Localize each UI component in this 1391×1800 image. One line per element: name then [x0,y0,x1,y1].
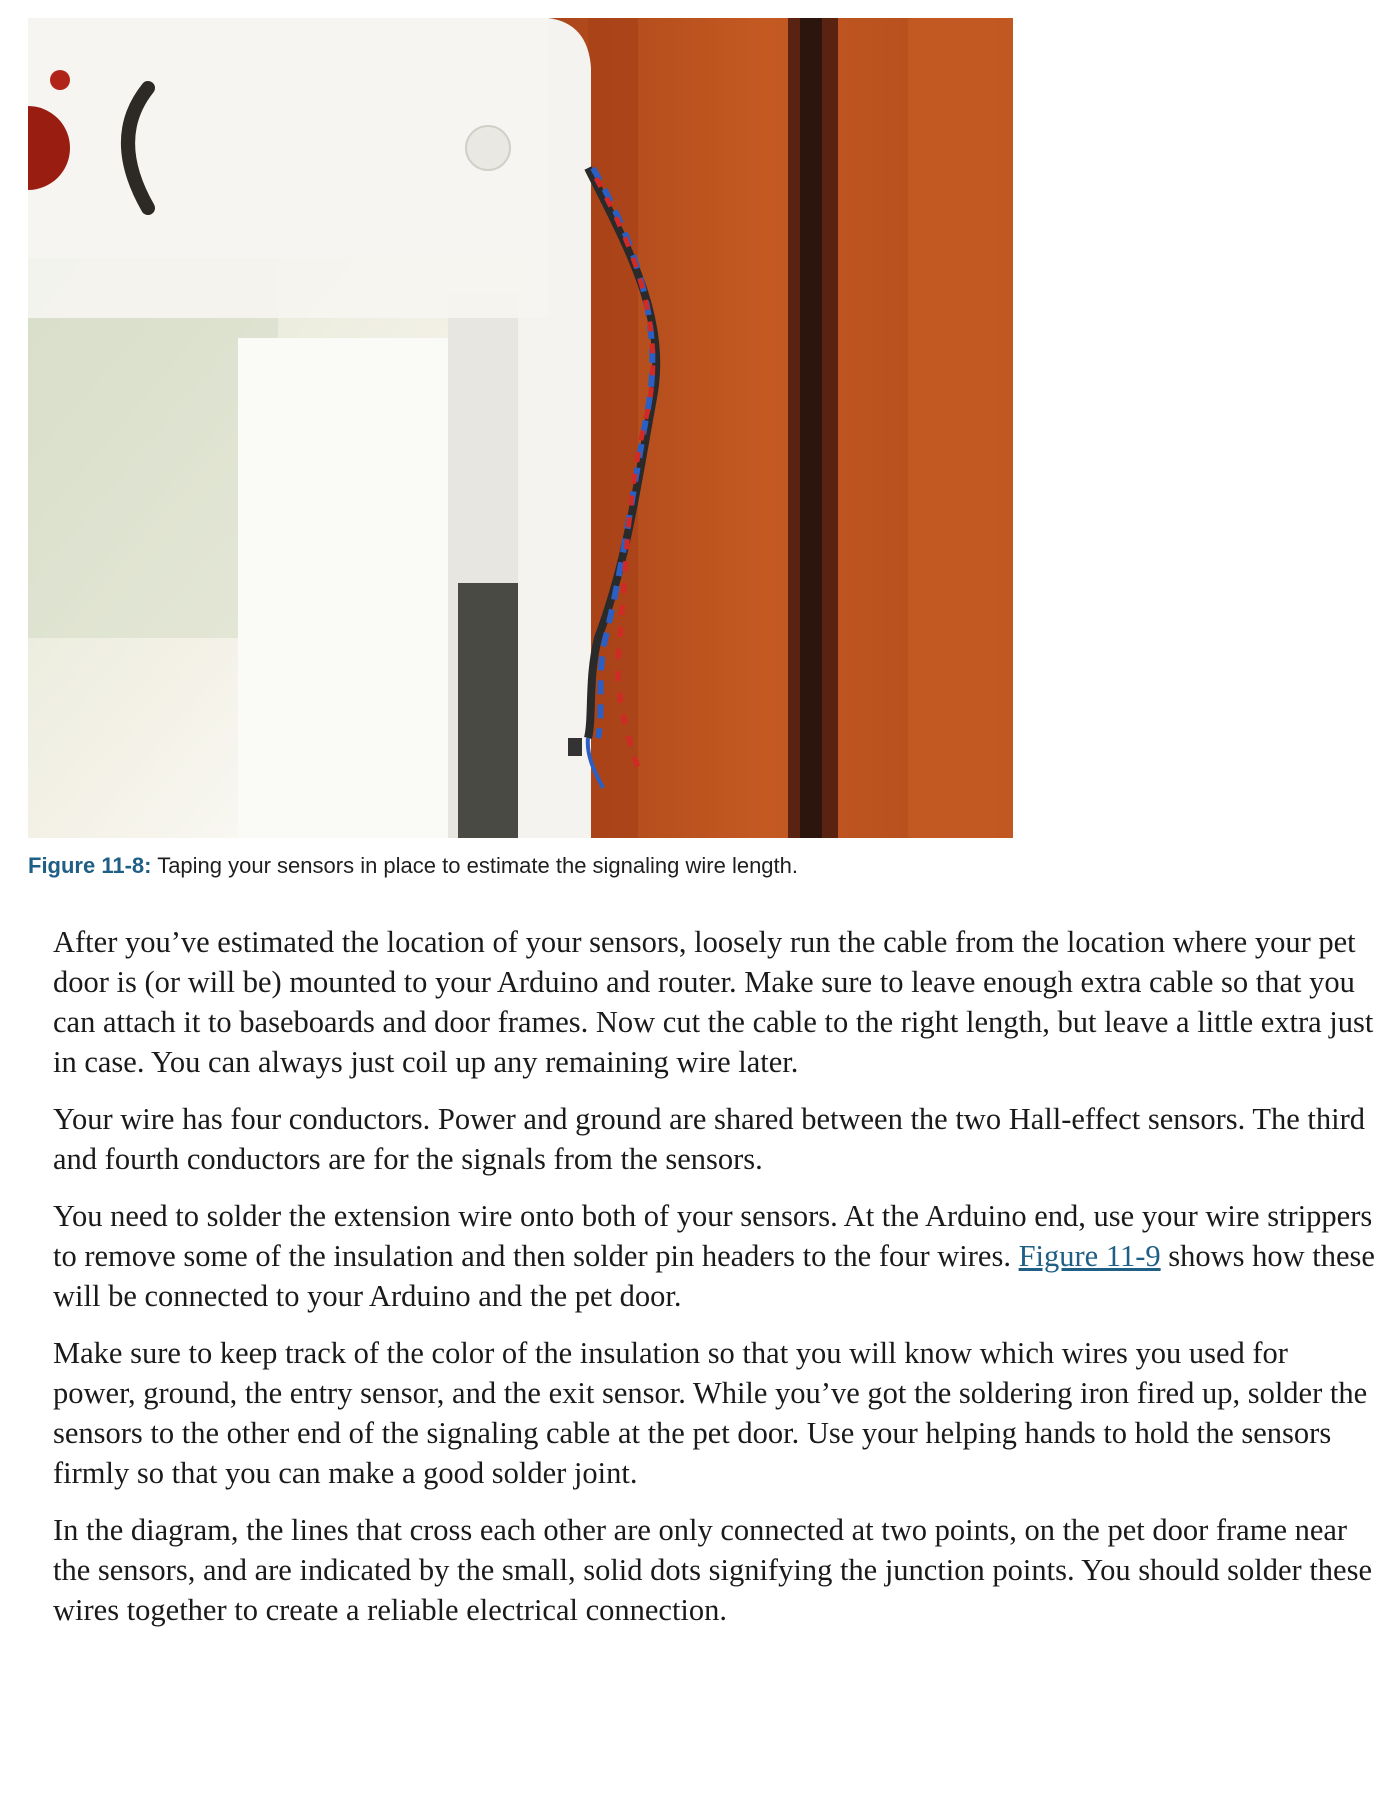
figure-caption-text: Taping your sensors in place to estimate the signaling wire length. [151,853,799,878]
figure-caption [28,853,1328,879]
paragraph-3-text-before: You need to solder the extension wire onto both of your sensors. At the Arduino end, use your wire strippers to remove some of the insulation and then solder pin headers to the four wires. [53,1199,1373,1273]
figure-11-9-link[interactable]: Figure 11-9 [1018,1239,1161,1273]
figure-caption-label: Figure 11-8: [28,853,152,878]
figure-11-8-photo [28,18,1013,838]
paragraph-3 [53,1196,1378,1316]
paragraph-4: Make sure to keep track of the color of the insulation so that you will know which wires you used for power, ground, the entry sensor, and the exit sensor. While you’ve got the soldering iron fired up, solder the sensors to the other end of the signaling cable at the pet door. Use your helping hands to hold the sensors firmly so that you can make a good solder joint. [53,1336,1368,1490]
pet-door-photo-illustration [28,18,1013,838]
paragraph-2: Your wire has four conductors. Power and ground are shared between the two Hall-effect sensors. The third and fourth conductors are for the signals from the sensors. [53,1102,1365,1176]
paragraph-1: After you’ve estimated the location of your sensors, loosely run the cable from the location where your pet door is (or will be) mounted to your Arduino and router. Make sure to leave enough extra cable so that you can attach it to baseboards and door frames. Now cut the cable to the right length, but leave a little extra just in case. You can always just coil up any remaining wire later. [53,925,1374,1079]
paragraph-3-text-after: shows how these will be connected to your Arduino and the pet door. [53,1239,1375,1313]
body-text [53,922,1378,1647]
paragraph-5: In the diagram, the lines that cross each other are only connected at two points, on the pet door frame near the sensors, and are indicated by the small, solid dots signifying the junction points. You should solder these wires together to create a reliable electrical connection. [53,1513,1372,1627]
